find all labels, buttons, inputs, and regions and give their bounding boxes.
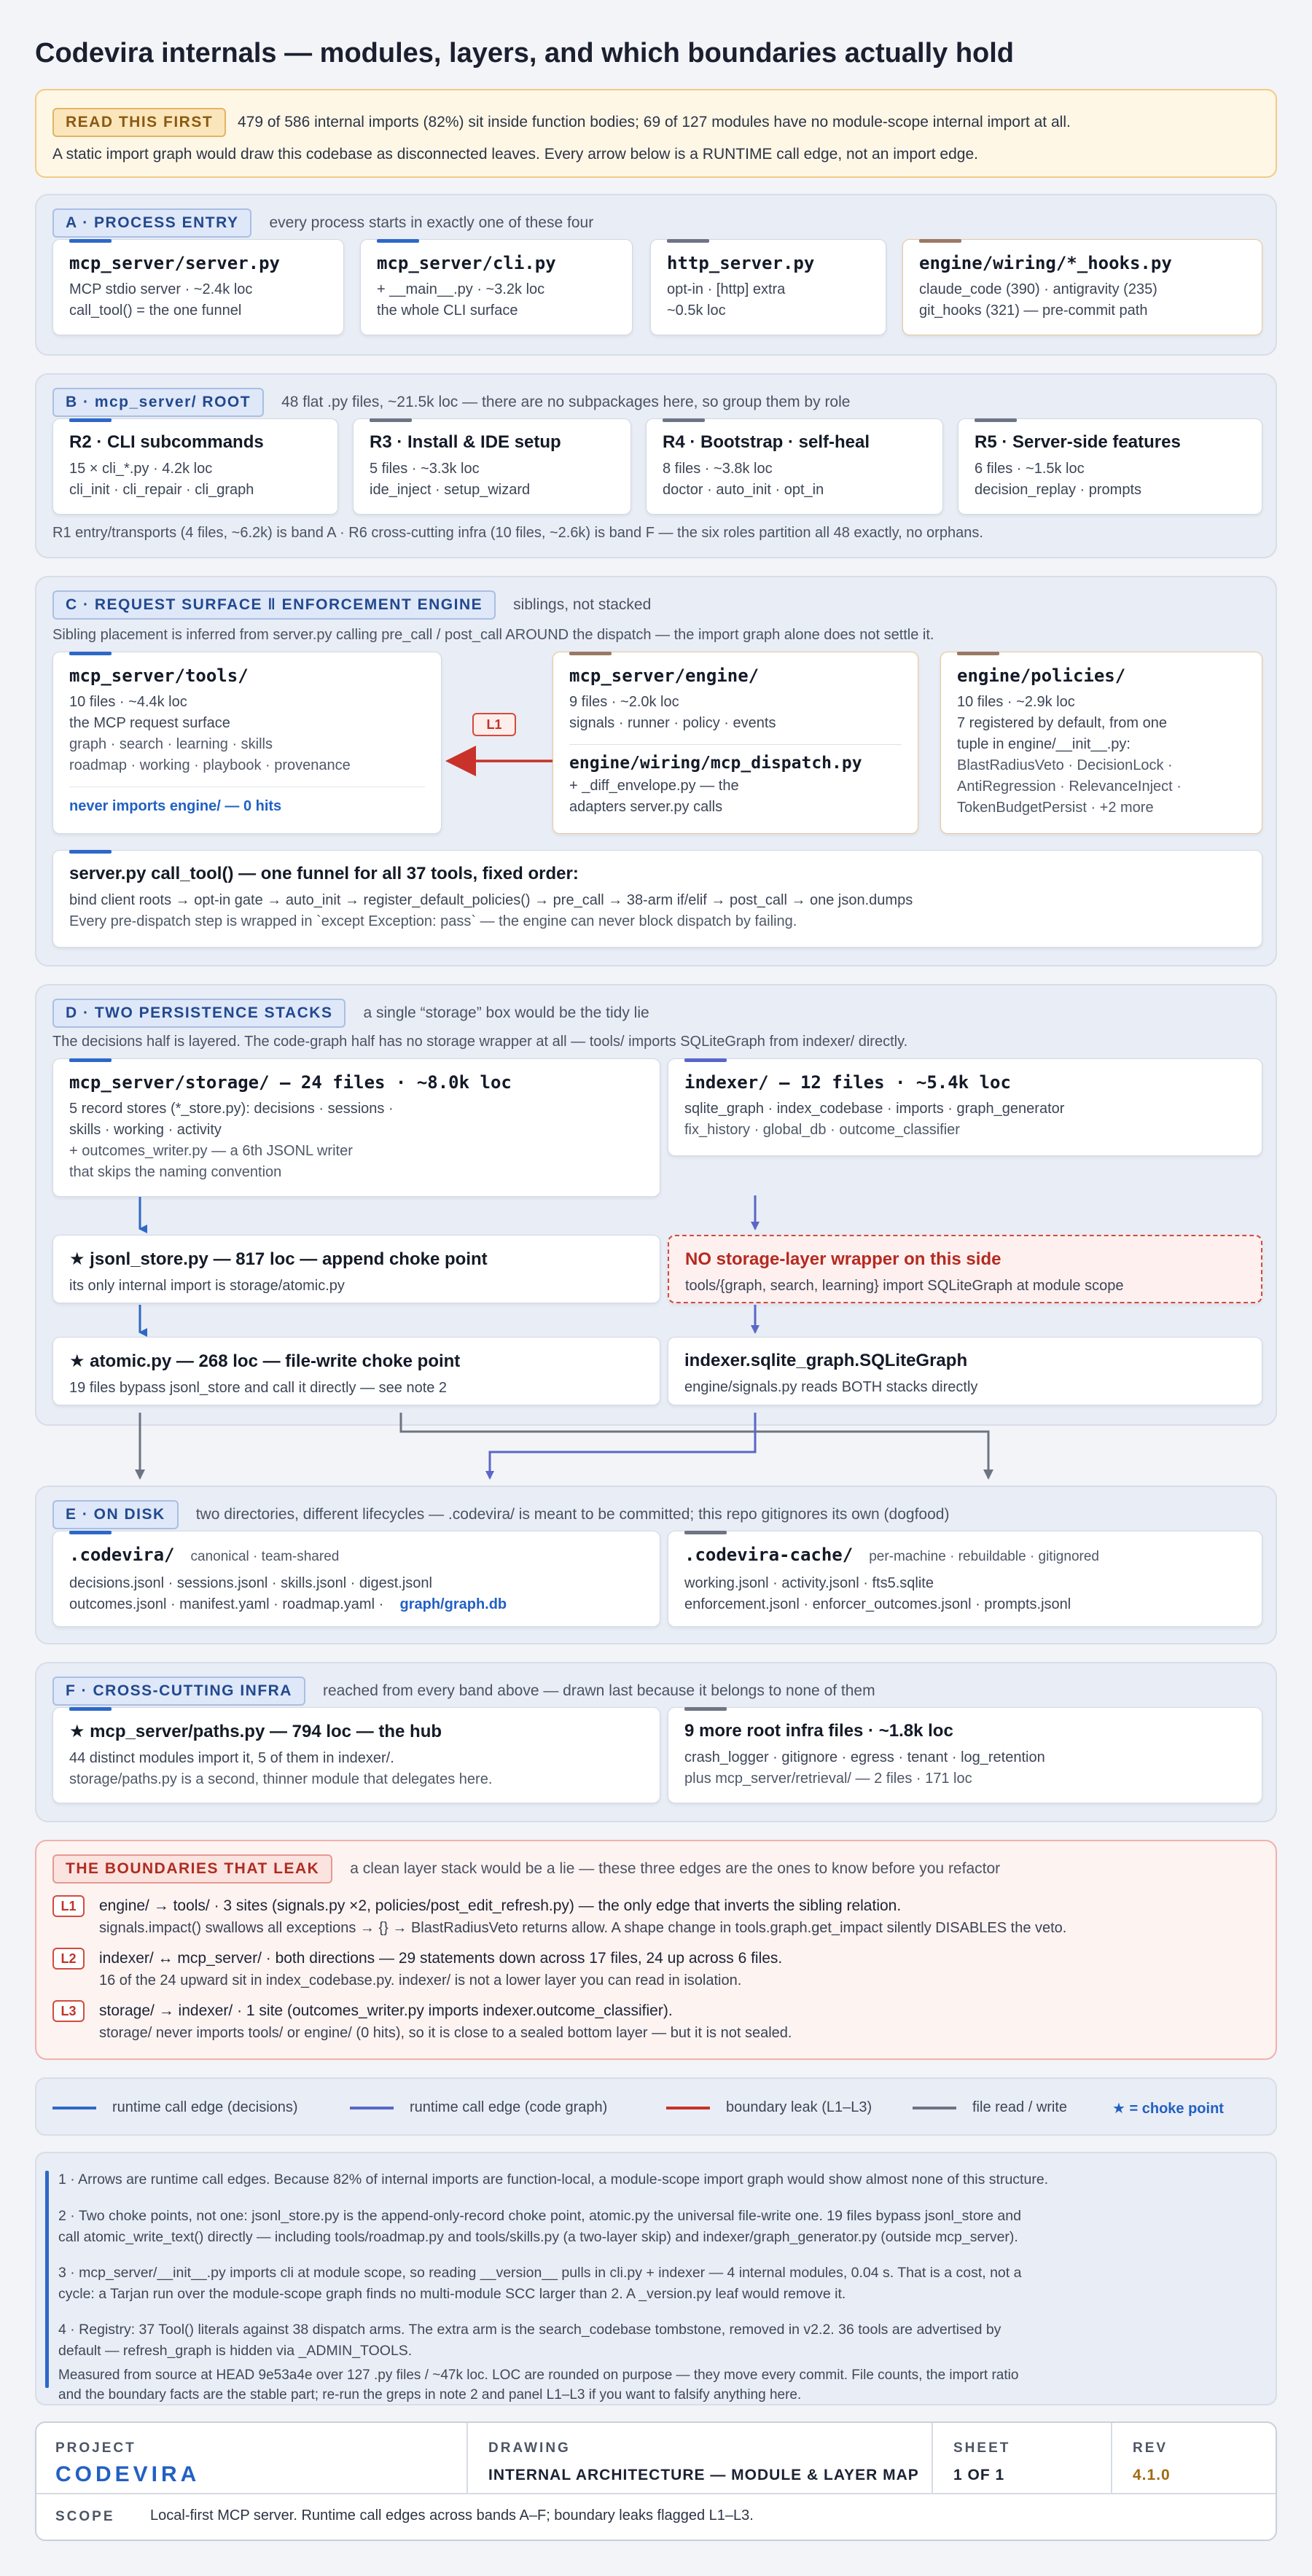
graph-db-link[interactable]: graph/graph.db: [399, 1596, 507, 1612]
card-line: 15 × cli_*.py · 4.2k loc: [69, 461, 213, 477]
card-line: adapters server.py calls: [569, 799, 723, 815]
leak-line: engine/ → tools/ · 3 sites (signals.py ×2, policies/post_edit_refresh.py) — the only edge that inverts the sibling relation.: [99, 1897, 902, 1914]
card-call-tool-funnel[interactable]: [52, 850, 1262, 948]
card-line: + _diff_envelope.py — the: [569, 778, 739, 794]
card-r2-cli-subcommands[interactable]: [52, 418, 338, 515]
tb-drawing: INTERNAL ARCHITECTURE — MODULE & LAYER MAP: [488, 2467, 919, 2483]
tb-project: CODEVIRA: [55, 2462, 200, 2486]
note-4b: default — refresh_graph is hidden via _ADMIN_TOOLS.: [58, 2343, 413, 2359]
legend-file-rw: [913, 2099, 1067, 2116]
band-e-on-disk: [35, 1486, 1277, 1644]
legend-codegraph: [350, 2099, 607, 2116]
band-b-tag: B · mcp_server/ ROOT: [52, 388, 264, 417]
tb-project-label: PROJECT: [55, 2440, 136, 2456]
card-line: tuple in engine/__init__.py:: [957, 736, 1131, 752]
card-line: outcomes.jsonl · manifest.yaml · roadmap.yaml ·: [69, 1596, 384, 1612]
card-cli-py[interactable]: [360, 239, 633, 335]
leak-badge: L2: [52, 1948, 85, 1970]
legend-leak: [666, 2099, 872, 2116]
card-line: 10 files · ~2.9k loc: [957, 694, 1075, 710]
leak-item-l2: [52, 1948, 782, 1991]
tb-drawing-label: DRAWING: [488, 2440, 571, 2456]
read-first-line-1: 479 of 586 internal imports (82%) sit inside function bodies; 69 of 127 modules have no module-scope internal import at all.: [238, 114, 1071, 130]
card-line: ~0.5k loc: [667, 303, 726, 319]
leak-line: indexer/ ↔ mcp_server/ · both directions — 29 statements down across 17 files, 24 up across 6 files.: [99, 1950, 783, 1967]
card-line: 9 files · ~2.0k loc: [569, 694, 679, 710]
card-line: crash_logger · gitignore · egress · tenant · log_retention: [684, 1749, 1045, 1765]
card-title: engine/wiring/*_hooks.py: [919, 253, 1172, 273]
legend-label: file read / write: [972, 2099, 1068, 2115]
legend-decisions: [52, 2099, 298, 2116]
card-line: claude_code (390) · antigravity (235): [919, 281, 1157, 297]
card-title: ★ jsonl_store.py — 817 loc — append choke point: [69, 1249, 488, 1269]
leak-line: storage/ → indexer/ · 1 site (outcomes_writer.py imports indexer.outcome_classifier).: [99, 2002, 673, 2019]
band-f-tag: F · CROSS-CUTTING INFRA: [52, 1677, 305, 1706]
card-line: tools/{graph, search, learning} import SQLiteGraph at module scope: [685, 1278, 1124, 1294]
note-3a: 3 · mcp_server/__init__.py imports cli at module scope, so reading __version__ pulls in cli.py + indexer — 4 internal modules, 0.04 s. That is a cost, not a: [58, 2265, 1022, 2281]
card-line: 5 files · ~3.3k loc: [370, 461, 480, 477]
band-a-tag: A · PROCESS ENTRY: [52, 208, 251, 238]
card-line: that skips the naming convention: [69, 1164, 282, 1180]
card-line: decisions.jsonl · sessions.jsonl · skills.jsonl · digest.jsonl: [69, 1575, 432, 1591]
card-r5-server-side-features[interactable]: [958, 418, 1262, 515]
card-line: skills · working · activity: [69, 1122, 222, 1138]
band-b-mcp-server-root: [35, 373, 1277, 558]
band-d-tag: D · TWO PERSISTENCE STACKS: [52, 999, 345, 1028]
legend-label: boundary leak (L1–L3): [726, 2099, 872, 2115]
card-subtitle: per-machine · rebuildable · gitignored: [869, 1549, 1099, 1564]
card-title: http_server.py: [667, 253, 815, 273]
card-engine[interactable]: [552, 652, 918, 834]
card-line: decision_replay · prompts: [975, 482, 1141, 498]
band-c-request-surface-engine: [35, 576, 1277, 967]
card-line: its only internal import is storage/atomic.py: [69, 1278, 345, 1294]
card-title: R2 · CLI subcommands: [69, 432, 264, 452]
read-first-tag: READ THIS FIRST: [52, 108, 226, 137]
card-line: storage/paths.py is a second, thinner module that delegates here.: [69, 1771, 493, 1787]
card-title: NO storage-layer wrapper on this side: [685, 1249, 1001, 1269]
card-line: + __main__.py · ~3.2k loc: [377, 281, 545, 297]
tb-rev-label: REV: [1133, 2440, 1168, 2456]
band-c-subtitle: Sibling placement is inferred from server.py calling pre_call / post_call AROUND the dispatch — the import graph alone does not settle it.: [52, 627, 934, 643]
card-codevira-cache-dir[interactable]: [668, 1531, 1262, 1627]
card-title: ★ mcp_server/paths.py — 794 loc — the hub: [69, 1722, 442, 1741]
card-title: mcp_server/server.py: [69, 253, 280, 273]
card-line: sqlite_graph · index_codebase · imports · graph_generator: [684, 1101, 1065, 1117]
card-line: 6 files · ~1.5k loc: [975, 461, 1085, 477]
band-d-subtitle: The decisions half is layered. The code-graph half has no storage wrapper at all — tools/ imports SQLiteGraph from indexer/ directly.: [52, 1034, 908, 1050]
card-title: mcp_server/cli.py: [377, 253, 556, 273]
boundaries-panel: [35, 1840, 1277, 2060]
card-server-py[interactable]: [52, 239, 344, 335]
card-line: bind client roots → opt-in gate → auto_init → register_default_policies() → pre_call → 38-arm if/elif → post_call → one json.dumps: [69, 892, 913, 908]
card-title: engine/policies/: [957, 666, 1126, 686]
band-a-process-entry: [35, 194, 1277, 356]
card-line: + outcomes_writer.py — a 6th JSONL writer: [69, 1143, 353, 1159]
legend-label: runtime call edge (decisions): [112, 2099, 298, 2115]
card-line: TokenBudgetPersist · +2 more: [957, 800, 1154, 816]
card-line: working.jsonl · activity.jsonl · fts5.sqlite: [684, 1575, 934, 1591]
card-title: R4 · Bootstrap · self-heal: [663, 432, 870, 452]
tools-never-imports-link[interactable]: never imports engine/ — 0 hits: [69, 798, 282, 814]
leak-badge: L1: [52, 1895, 85, 1917]
card-line: 8 files · ~3.8k loc: [663, 461, 773, 477]
card-line: doctor · auto_init · opt_in: [663, 482, 824, 498]
card-line: 10 files · ~4.4k loc: [69, 694, 187, 710]
card-line: engine/signals.py reads BOTH stacks directly: [684, 1379, 978, 1395]
note-5a: Measured from source at HEAD 9e53a4e over 127 .py files / ~47k loc. LOC are rounded on purpose — they move every commit. File counts, the import ratio: [58, 2368, 1019, 2383]
card-subtitle: canonical · team-shared: [190, 1549, 340, 1564]
note-2a: 2 · Two choke points, not one: jsonl_store.py is the append-only-record choke point, atomic.py the universal file-write one. 19 files bypass jsonl_store and: [58, 2208, 1021, 2224]
legend-choke-point: ★ = choke point: [1112, 2101, 1224, 2117]
diagram-arrows: [0, 1195, 1312, 1487]
card-title: server.py call_tool() — one funnel for all 37 tools, fixed order:: [69, 864, 579, 883]
card-line: 44 distinct modules import it, 5 of them in indexer/.: [69, 1750, 394, 1766]
note-2b: call atomic_write_text() directly — including tools/roadmap.py and tools/skills.py (a two-layer skip) and indexer/graph_generator.py (outside mcp_server).: [58, 2229, 1018, 2245]
card-line: ide_inject · setup_wizard: [370, 482, 531, 498]
tb-sheet-label: SHEET: [953, 2440, 1011, 2456]
leak-item-l1: [52, 1895, 1066, 1939]
card-line: MCP stdio server · ~2.4k loc: [69, 281, 253, 297]
card-title: mcp_server/storage/ — 24 files · ~8.0k loc: [69, 1072, 512, 1093]
leak-line: storage/ never imports tools/ or engine/ (0 hits), so it is close to a sealed bottom layer — but it is not sealed.: [99, 2025, 792, 2041]
note-1: 1 · Arrows are runtime call edges. Because 82% of internal imports are function-local, a module-scope import graph would show almost none of this structure.: [58, 2171, 1049, 2187]
card-root-infra-files[interactable]: [668, 1707, 1262, 1803]
page-title: Codevira internals — modules, layers, and which boundaries actually hold: [35, 38, 1015, 69]
legend: [35, 2077, 1277, 2136]
card-title: 9 more root infra files · ~1.8k loc: [684, 1721, 953, 1741]
band-d-note: a single “storage” box would be the tidy lie: [363, 1004, 649, 1021]
card-title: .codevira/: [69, 1545, 175, 1565]
tb-scope-label: SCOPE: [55, 2509, 115, 2524]
leak-item-l3: [52, 2000, 792, 2044]
card-line: the whole CLI surface: [377, 303, 518, 319]
card-line: opt-in · [http] extra: [667, 281, 786, 297]
card-line: 19 files bypass jsonl_store and call it directly — see note 2: [69, 1380, 448, 1396]
card-title: indexer/ — 12 files · ~5.4k loc: [684, 1072, 1011, 1093]
card-http-server-py[interactable]: [650, 239, 886, 335]
note-3b: cycle: a Tarjan run over the module-scope graph finds no multi-module SCC larger than 2. A _version.py leaf would remove it.: [58, 2286, 846, 2302]
card-line: git_hooks (321) — pre-commit path: [919, 303, 1148, 319]
card-line: signals · runner · policy · events: [569, 715, 776, 731]
card-line: AntiRegression · RelevanceInject ·: [957, 778, 1182, 795]
card-title: .codevira-cache/: [684, 1545, 854, 1565]
card-line: 7 registered by default, from one: [957, 715, 1167, 731]
card-line: Every pre-dispatch step is wrapped in `except Exception: pass` — the engine can never block dispatch by failing.: [69, 913, 797, 929]
card-tools[interactable]: [52, 652, 442, 834]
band-c-tag: C · REQUEST SURFACE ‖ ENFORCEMENT ENGINE: [52, 590, 496, 620]
card-line: enforcement.jsonl · enforcer_outcomes.jsonl · prompts.jsonl: [684, 1596, 1071, 1612]
card-line: roadmap · working · playbook · provenance: [69, 757, 351, 773]
card-subtitle: engine/wiring/mcp_dispatch.py: [569, 754, 862, 773]
read-first-line-2: A static import graph would draw this codebase as disconnected leaves. Every arrow below is a RUNTIME call edge, not an import edge.: [52, 146, 978, 163]
band-b-note: 48 flat .py files, ~21.5k loc — there are no subpackages here, so group them by role: [281, 394, 851, 410]
card-r3-install-ide-setup[interactable]: [353, 418, 631, 515]
card-indexer[interactable]: [668, 1058, 1262, 1156]
leak-line: signals.impact() swallows all exceptions → {} → BlastRadiusVeto returns allow. A shape change in tools.graph.get_impact silently DISABLES the veto.: [99, 1920, 1067, 1936]
card-title: ★ atomic.py — 268 loc — file-write choke point: [69, 1351, 461, 1371]
card-paths-py[interactable]: [52, 1707, 660, 1803]
band-c-note: siblings, not stacked: [513, 596, 652, 613]
card-engine-wiring-hooks[interactable]: [902, 239, 1262, 335]
band-a-note: every process starts in exactly one of these four: [269, 214, 594, 231]
boundaries-tag: THE BOUNDARIES THAT LEAK: [52, 1854, 332, 1884]
card-title: R3 · Install & IDE setup: [370, 432, 561, 452]
card-title: indexer.sqlite_graph.SQLiteGraph: [684, 1351, 968, 1370]
tb-scope: Local-first MCP server. Runtime call edges across bands A–F; boundary leaks flagged L1–L3.: [150, 2507, 754, 2524]
band-f-cross-cutting-infra: [35, 1662, 1277, 1822]
title-block: [35, 2421, 1277, 2541]
notes-panel: [35, 2152, 1277, 2405]
card-codevira-dir[interactable]: [52, 1531, 660, 1627]
leak-line: 16 of the 24 upward sit in index_codebase.py. indexer/ is not a lower layer you can read in isolation.: [99, 1972, 742, 1988]
tb-sheet: 1 OF 1: [953, 2467, 1005, 2483]
band-b-footer: R1 entry/transports (4 files, ~6.2k) is band A · R6 cross-cutting infra (10 files, ~2.6k) is band F — the six roles partition all 48 exactly, no orphans.: [52, 525, 983, 541]
card-line: 5 record stores (*_store.py): decisions · sessions ·: [69, 1101, 394, 1117]
card-policies[interactable]: [940, 652, 1262, 834]
card-title: mcp_server/engine/: [569, 666, 760, 686]
note-5b: and the boundary facts are the stable part; re-run the greps in note 2 and panel L1–L3 if you want to falsify anything here.: [58, 2387, 802, 2403]
boundaries-note: a clean layer stack would be a lie — these three edges are the ones to know before you refactor: [350, 1860, 1001, 1877]
card-line: fix_history · global_db · outcome_classifier: [684, 1122, 960, 1138]
card-storage[interactable]: [52, 1058, 660, 1197]
tb-rev: 4.1.0: [1133, 2467, 1171, 2483]
card-line: plus mcp_server/retrieval/ — 2 files · 171 loc: [684, 1771, 972, 1787]
card-line: cli_init · cli_repair · cli_graph: [69, 482, 254, 498]
legend-label: runtime call edge (code graph): [410, 2099, 608, 2115]
leak-badge: L3: [52, 2000, 85, 2022]
card-line: BlastRadiusVeto · DecisionLock ·: [957, 757, 1173, 773]
band-f-note: reached from every band above — drawn last because it belongs to none of them: [322, 1682, 875, 1699]
arrow-sqlite-to-graph-db: [490, 1413, 755, 1478]
leak-badge-l1: L1: [472, 713, 516, 736]
band-e-note: two directories, different lifecycles — .codevira/ is meant to be committed; this repo gitignores its own (dogfood): [195, 1506, 950, 1523]
card-line: call_tool() = the one funnel: [69, 303, 242, 319]
card-title: R5 · Server-side features: [975, 432, 1181, 452]
card-line: the MCP request surface: [69, 715, 230, 731]
card-line: graph · search · learning · skills: [69, 736, 273, 752]
card-title: mcp_server/tools/: [69, 666, 249, 686]
note-4a: 4 · Registry: 37 Tool() literals against 38 dispatch arms. The extra arm is the search_codebase tombstone, removed in v2.2. 36 tools are advertised by: [58, 2322, 1001, 2338]
card-r4-bootstrap-self-heal[interactable]: [646, 418, 943, 515]
band-e-tag: E · ON DISK: [52, 1500, 179, 1529]
read-first-panel: [35, 89, 1277, 178]
